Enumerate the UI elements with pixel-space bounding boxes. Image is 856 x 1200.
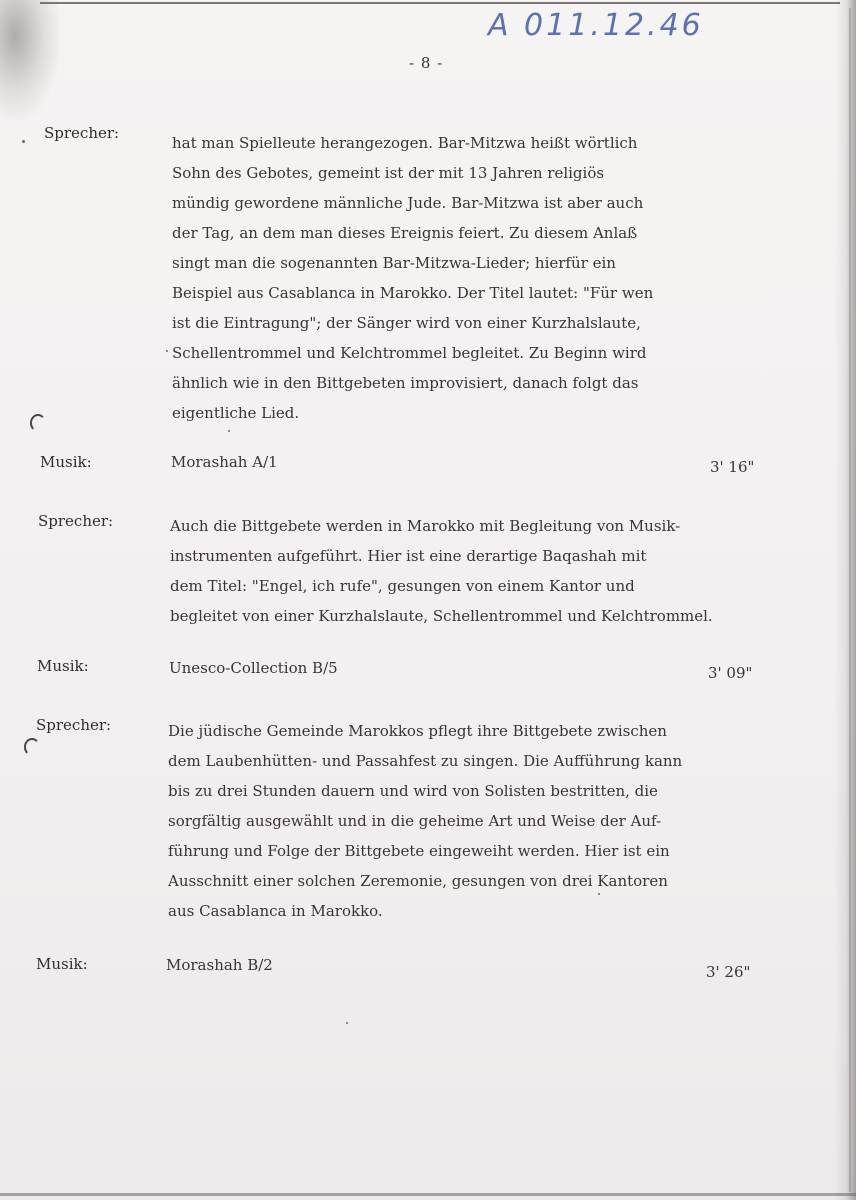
text-line: ähnlich wie in den Bittgebeten improvisiert, danach folgt das <box>172 374 639 392</box>
bottom-edge-line <box>0 1193 856 1196</box>
text-line: Auch die Bittgebete werden in Marokko mit Begleitung von Musik- <box>170 517 681 535</box>
music-label: Musik: <box>36 955 88 973</box>
text-line: Schellentrommel und Kelchtrommel begleitet. Zu Beginn wird <box>172 344 647 362</box>
speaker-label: Sprecher: <box>36 716 112 734</box>
text-line: führung und Folge der Bittgebete eingeweiht werden. Hier ist ein <box>168 842 670 860</box>
text-line: Die jüdische Gemeinde Marokkos pflegt ihre Bittgebete zwischen <box>168 722 667 740</box>
speech-paragraph <box>172 128 653 428</box>
text-line: eigentliche Lied. <box>172 404 300 422</box>
text-line: dem Laubenhütten- und Passahfest zu singen. Die Aufführung kann <box>168 752 683 770</box>
music-label: Musik: <box>37 657 89 675</box>
handwritten-archive-number: A 011.12.46 <box>488 8 704 43</box>
text-line: aus Casablanca in Marokko. <box>168 902 383 920</box>
music-label: Musik: <box>40 453 92 471</box>
text-line: Ausschnitt einer solchen Zeremonie, gesungen von drei Kantoren <box>168 872 668 890</box>
text-line: ist die Eintragung"; der Sänger wird von einer Kurzhalslaute, <box>172 314 641 332</box>
text-line: sorgfältig ausgewählt und in die geheime Art und Weise der Auf- <box>168 812 662 830</box>
speech-paragraph <box>170 511 713 631</box>
text-line: der Tag, an dem man dieses Ereignis feiert. Zu diesem Anlaß <box>172 224 638 242</box>
text-line: instrumenten aufgeführt. Hier ist eine derartige Baqashah mit <box>170 547 647 565</box>
right-edge-shadow <box>834 0 856 1200</box>
punch-hole-mark <box>24 738 40 756</box>
text-line: Beispiel aus Casablanca in Marokko. Der Titel lautet: "Für wen <box>172 284 654 302</box>
speaker-label: Sprecher: <box>44 124 120 142</box>
speech-paragraph <box>168 716 682 926</box>
music-title: Unesco-Collection B/5 <box>169 659 338 677</box>
music-duration: 3' 16" <box>710 458 755 476</box>
ink-speck <box>166 350 168 352</box>
ink-speck <box>228 430 230 432</box>
music-duration: 3' 26" <box>706 963 751 981</box>
text-line: mündig gewordene männliche Jude. Bar-Mitzwa ist aber auch <box>172 194 644 212</box>
right-edge-line <box>849 8 851 1192</box>
ink-speck <box>346 1022 348 1024</box>
top-edge-line <box>40 2 840 4</box>
music-title: Morashah B/2 <box>166 956 273 974</box>
corner-smudge <box>0 0 60 120</box>
text-line: bis zu drei Stunden dauern und wird von Solisten bestritten, die <box>168 782 658 800</box>
punch-hole-mark <box>30 414 46 432</box>
text-line: Sohn des Gebotes, gemeint ist der mit 13 Jahren religiös <box>172 164 605 182</box>
ink-speck <box>22 140 25 143</box>
page-number: - 8 - <box>409 54 444 72</box>
text-line: dem Titel: "Engel, ich rufe", gesungen von einem Kantor und <box>170 577 635 595</box>
music-duration: 3' 09" <box>708 664 753 682</box>
speaker-label: Sprecher: <box>38 512 114 530</box>
text-line: singt man die sogenannten Bar-Mitzwa-Lieder; hierfür ein <box>172 254 616 272</box>
music-title: Morashah A/1 <box>171 453 278 471</box>
text-line: hat man Spielleute herangezogen. Bar-Mitzwa heißt wörtlich <box>172 134 638 152</box>
text-line: begleitet von einer Kurzhalslaute, Schellentrommel und Kelchtrommel. <box>170 607 713 625</box>
